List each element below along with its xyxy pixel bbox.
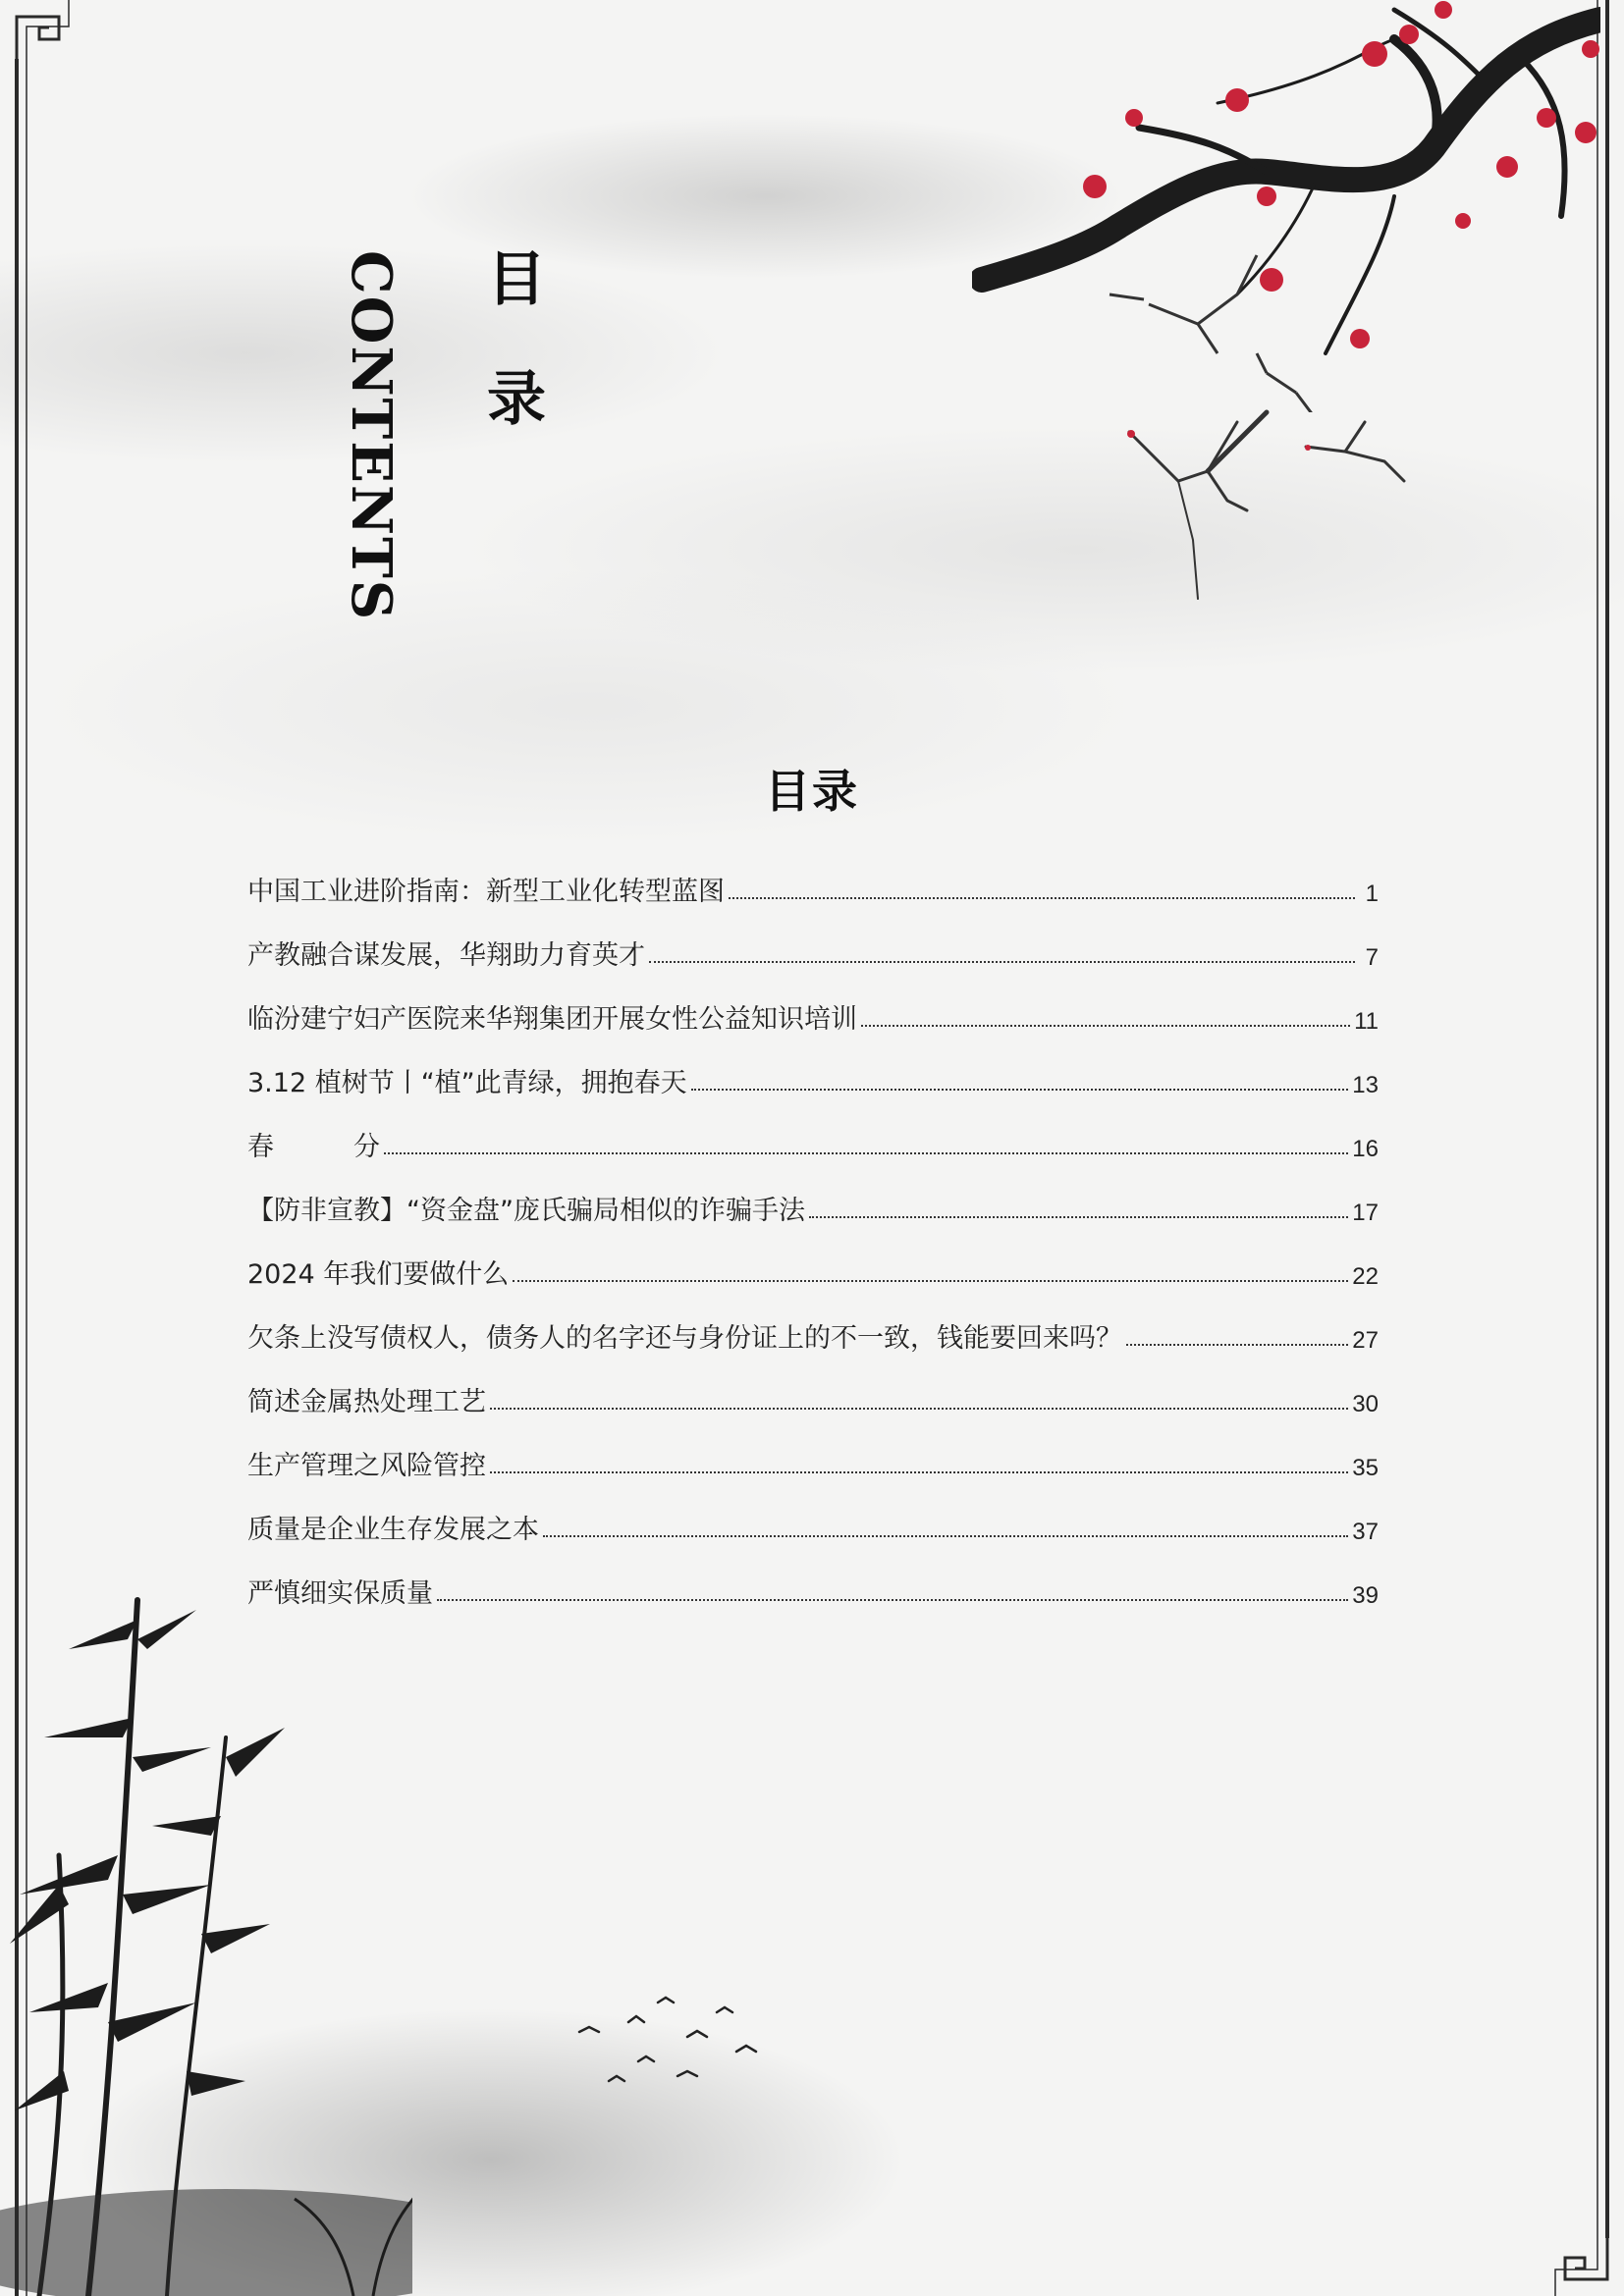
toc-entry-page: 11	[1354, 1008, 1379, 1035]
toc-entry[interactable]	[247, 1355, 1379, 1418]
toc-entry-title: 质量是企业生存发展之本	[247, 1515, 539, 1545]
toc-entry-page: 22	[1352, 1263, 1379, 1290]
toc-entry-title: 中国工业进阶指南：新型工业化转型蓝图	[247, 877, 725, 907]
toc-entry-title: 2024 年我们要做什么	[247, 1259, 510, 1290]
contents-title-en: CONTENTS	[339, 250, 404, 622]
toc-entry-title: 严慎细实保质量	[247, 1578, 433, 1609]
toc-entry-title: 【防非宣教】“资金盘”庞氏骗局相似的诈骗手法	[247, 1196, 805, 1226]
toc-leader-dots	[490, 1407, 1348, 1410]
toc-entry-page: 1	[1365, 881, 1379, 907]
toc-leader-dots	[649, 960, 1355, 963]
toc-leader-dots	[729, 896, 1355, 899]
toc-entry-page: 39	[1352, 1582, 1379, 1609]
contents-title-zh: 目录	[477, 247, 546, 487]
toc-entry-title: 春 分	[247, 1132, 380, 1162]
plum-branch-illustration	[972, 0, 1600, 412]
toc-entry-page: 37	[1352, 1519, 1379, 1545]
toc-entry[interactable]	[247, 1482, 1379, 1546]
toc-entry[interactable]	[247, 844, 1379, 908]
toc-entry[interactable]	[247, 1036, 1379, 1099]
toc-entry-title: 生产管理之风险管控	[247, 1451, 486, 1481]
toc-entry-page: 27	[1352, 1327, 1379, 1354]
toc-entry-title: 欠条上没写债权人，债务人的名字还与身份证上的不一致，钱能要回来吗？	[247, 1323, 1122, 1354]
toc-entry-title: 临汾建宁妇产医院来华翔集团开展女性公益知识培训	[247, 1004, 857, 1035]
toc-entry-page: 17	[1352, 1200, 1379, 1226]
toc-entry-page: 16	[1352, 1136, 1379, 1162]
toc-leader-dots	[513, 1279, 1348, 1282]
toc-entry[interactable]	[247, 1099, 1379, 1163]
bamboo-illustration	[0, 1561, 412, 2296]
toc-entry[interactable]	[247, 908, 1379, 972]
toc-leader-dots	[490, 1470, 1348, 1473]
toc-leader-dots	[543, 1534, 1348, 1537]
toc-entry[interactable]	[247, 1546, 1379, 1610]
toc-list	[247, 844, 1379, 1610]
toc-entry-page: 13	[1352, 1072, 1379, 1098]
toc-entry-title: 简述金属热处理工艺	[247, 1387, 486, 1417]
toc-entry[interactable]	[247, 1227, 1379, 1291]
toc-leader-dots	[691, 1088, 1349, 1091]
toc-leader-dots	[384, 1151, 1348, 1154]
toc-entry-page: 30	[1352, 1391, 1379, 1417]
toc-entry[interactable]	[247, 1291, 1379, 1355]
toc-heading: 目录	[765, 765, 859, 818]
toc-leader-dots	[861, 1024, 1350, 1027]
toc-entry-page: 35	[1352, 1455, 1379, 1481]
toc-entry[interactable]	[247, 1418, 1379, 1482]
flying-birds-illustration	[569, 1993, 815, 2110]
toc-entry[interactable]	[247, 972, 1379, 1036]
toc-leader-dots	[437, 1598, 1348, 1601]
toc-leader-dots	[1126, 1343, 1348, 1346]
toc-entry-page: 7	[1365, 944, 1379, 971]
toc-entry-title: 3.12 植树节丨“植”此青绿，拥抱春天	[247, 1068, 687, 1098]
toc-entry[interactable]	[247, 1163, 1379, 1227]
toc-entry-title: 产教融合谋发展，华翔助力育英才	[247, 940, 645, 971]
crane-birds-illustration	[1119, 393, 1434, 618]
toc-leader-dots	[809, 1215, 1348, 1218]
